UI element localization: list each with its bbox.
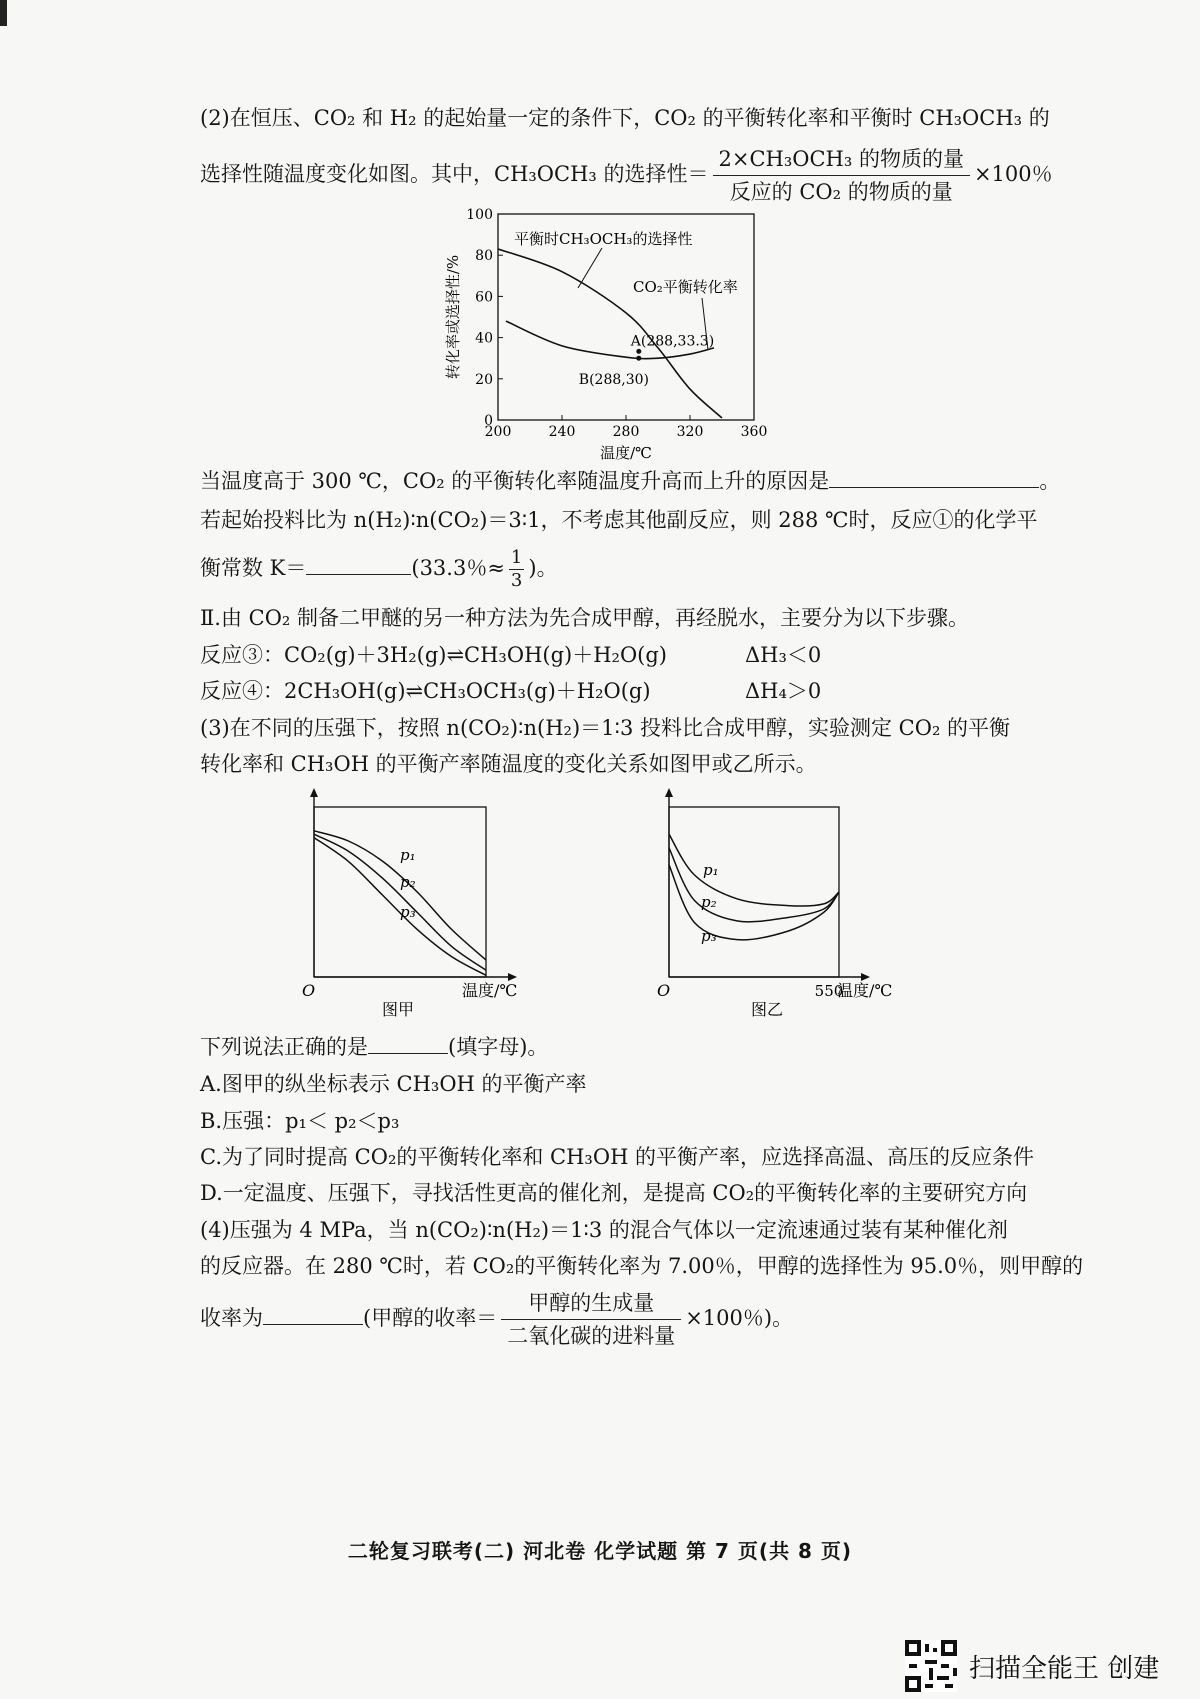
option-d: D.一定温度、压强下，寻找活性更高的催化剂，是提高 CO₂的平衡转化率的主要研究方向 [200,1181,1028,1205]
selectivity-fraction [713,146,970,205]
part2-intro: Ⅱ.由 CO₂ 制备二甲醚的另一种方法为先合成甲醇，再经脱水，主要分为以下步骤。 [200,606,969,630]
x-axis-label: 温度/℃ [600,444,652,462]
option-a: A.图甲的纵坐标表示 CH₃OH 的平衡产率 [200,1072,587,1096]
q2-line2-suffix: ×100％ [973,162,1053,186]
scanner-watermark [905,1640,1159,1692]
q2-question-a-text: 当温度高于 300 ℃，CO₂ 的平衡转化率随温度升高而上升的原因是 [200,469,830,493]
y-tick-label: 100 [466,207,493,223]
yield-denominator: 二氧化碳的进料量 [507,1324,676,1348]
y-axis-arrow [665,788,673,797]
point-a [636,349,641,354]
origin-label: O [657,981,671,1000]
one-third-den: 3 [510,570,523,591]
selectivity-conversion-chart [440,200,820,475]
reaction-3-enthalpy: ΔH₃＜0 [745,643,822,667]
curve-label-1: p₁ [400,846,416,864]
q4-line3-mid: (甲醇的收率＝ [363,1306,498,1330]
q3-ask-text: 下列说法正确的是 [200,1035,368,1059]
q3-line1: (3)在不同的压强下，按照 n(CO₂)∶n(H₂)＝1∶3 投料比合成甲醇，实验测定 CO₂ 的平衡 [200,716,1011,740]
y-tick-label: 20 [475,371,493,388]
answer-blank-k[interactable] [306,554,411,575]
curve-label-3: p₃ [701,927,717,945]
q4-line1: (4)压强为 4 MPa，当 n(CO₂)∶n(H₂)＝1∶3 的混合气体以一定流速通过装有某种催化剂 [200,1218,1008,1242]
x-tick-label: 360 [740,424,768,440]
curve-label-1: p₁ [703,861,719,879]
q2-line2 [200,146,1053,205]
x-axis-label: 温度/℃ [837,981,893,1000]
annotation-a: A(288,33.3) [630,333,715,350]
curve-2 [669,848,839,922]
scan-edge-mark [0,0,7,26]
one-third-num: 1 [510,547,523,568]
page-footer: 二轮复习联考(二) 河北卷 化学试题 第 7 页(共 8 页) [347,1539,853,1563]
q4-line2: 的反应器。在 280 ℃时，若 CO₂的平衡转化率为 7.00％，甲醇的选择性为 95.0％，则甲醇的 [200,1254,1084,1278]
series-label-conversion: CO₂平衡转化率 [633,278,738,296]
curve-label-3: p₃ [400,903,416,921]
answer-blank-q3[interactable] [368,1033,448,1054]
q3-ask-end: (填字母)。 [448,1035,549,1059]
reaction-4 [200,676,822,706]
curve-label-2: p₂ [701,893,717,911]
q3-ask [200,1032,548,1062]
answer-blank-a[interactable] [829,467,1039,488]
q4-line3 [200,1290,793,1349]
figure-jia-chart [300,785,560,1030]
option-c: C.为了同时提高 CO₂的平衡转化率和 CH₃OH 的平衡产率，应选择高温、高压的反应条件 [200,1145,1035,1169]
origin-label: O [302,981,316,1000]
q2-line2-prefix: 选择性随温度变化如图。其中，CH₃OCH₃ 的选择性＝ [200,162,709,186]
q4-line3-prefix: 收率为 [200,1306,263,1330]
figure-caption: 图甲 [381,1000,415,1019]
curve-label-2: p₂ [400,873,416,891]
leader-line-selectivity [578,248,602,288]
x-axis-label: 温度/℃ [462,981,518,1000]
q3-line2: 转化率和 CH₃OH 的平衡产率随温度的变化关系如图甲或乙所示。 [200,752,817,776]
x-axis-arrow [508,973,517,981]
q2-question-c-prefix: 衡常数 K＝ [200,556,307,580]
y-axis-label: 转化率或选择性/% [444,254,462,380]
q2-question-a [200,466,1060,496]
figure-yi-chart [655,785,925,1030]
x-tick-label: 550 [814,982,844,1000]
q4-line3-suffix: ×100％)。 [685,1306,794,1330]
answer-blank-yield[interactable] [263,1304,363,1325]
plot-frame [669,807,839,977]
selectivity-denominator: 反应的 CO₂ 的物质的量 [729,180,953,204]
q2-question-a-end: 。 [1039,469,1061,493]
watermark-text: 扫描全能王 创建 [969,1653,1160,1684]
y-axis-arrow [310,788,318,797]
annotation-b: B(288,30) [578,372,650,389]
y-tick-label: 80 [475,248,493,265]
figure-caption: 图乙 [750,1000,784,1019]
yield-fraction [501,1290,681,1349]
y-tick-label: 60 [475,289,493,306]
point-b [636,356,641,361]
q2-question-b: 若起始投料比为 n(H₂)∶n(CO₂)＝3∶1，不考虑其他副反应，则 288 ℃时，反应①的化学平 [200,508,1038,532]
y-tick-label: 0 [484,413,493,429]
reaction-4-equation: 反应④：2CH₃OH(g)⇌CH₃OCH₃(g)＋H₂O(g) [200,679,651,703]
yield-numerator: 甲醇的生成量 [501,1290,681,1320]
x-tick-label: 280 [612,424,640,440]
q2-question-c-end: )。 [528,556,558,580]
reaction-3 [200,640,822,670]
x-tick-label: 320 [676,424,704,440]
x-tick-label: 240 [548,424,576,440]
selectivity-numerator: 2×CH₃OCH₃ 的物质的量 [713,146,970,176]
y-tick-label: 40 [475,330,493,347]
series-label-selectivity: 平衡时CH₃OCH₃的选择性 [514,230,693,248]
option-b: B.压强：p₁＜ p₂＜p₃ [200,1109,400,1133]
q2-question-c-paren: (33.3％≈ [411,556,505,580]
q2-question-c [200,548,558,591]
plot-frame [314,807,486,977]
reaction-3-equation: 反应③：CO₂(g)＋3H₂(g)⇌CH₃OH(g)＋H₂O(g) [200,643,667,667]
one-third-fraction [509,548,524,591]
x-tick-label: 200 [484,424,512,440]
curve-1 [669,834,839,906]
reaction-4-enthalpy: ΔH₄＞0 [745,679,822,703]
qr-code-icon [905,1640,957,1692]
x-axis-arrow [861,973,870,981]
q2-line1: (2)在恒压、CO₂ 和 H₂ 的起始量一定的条件下，CO₂ 的平衡转化率和平衡时 CH₃OCH₃ 的 [200,106,1050,130]
